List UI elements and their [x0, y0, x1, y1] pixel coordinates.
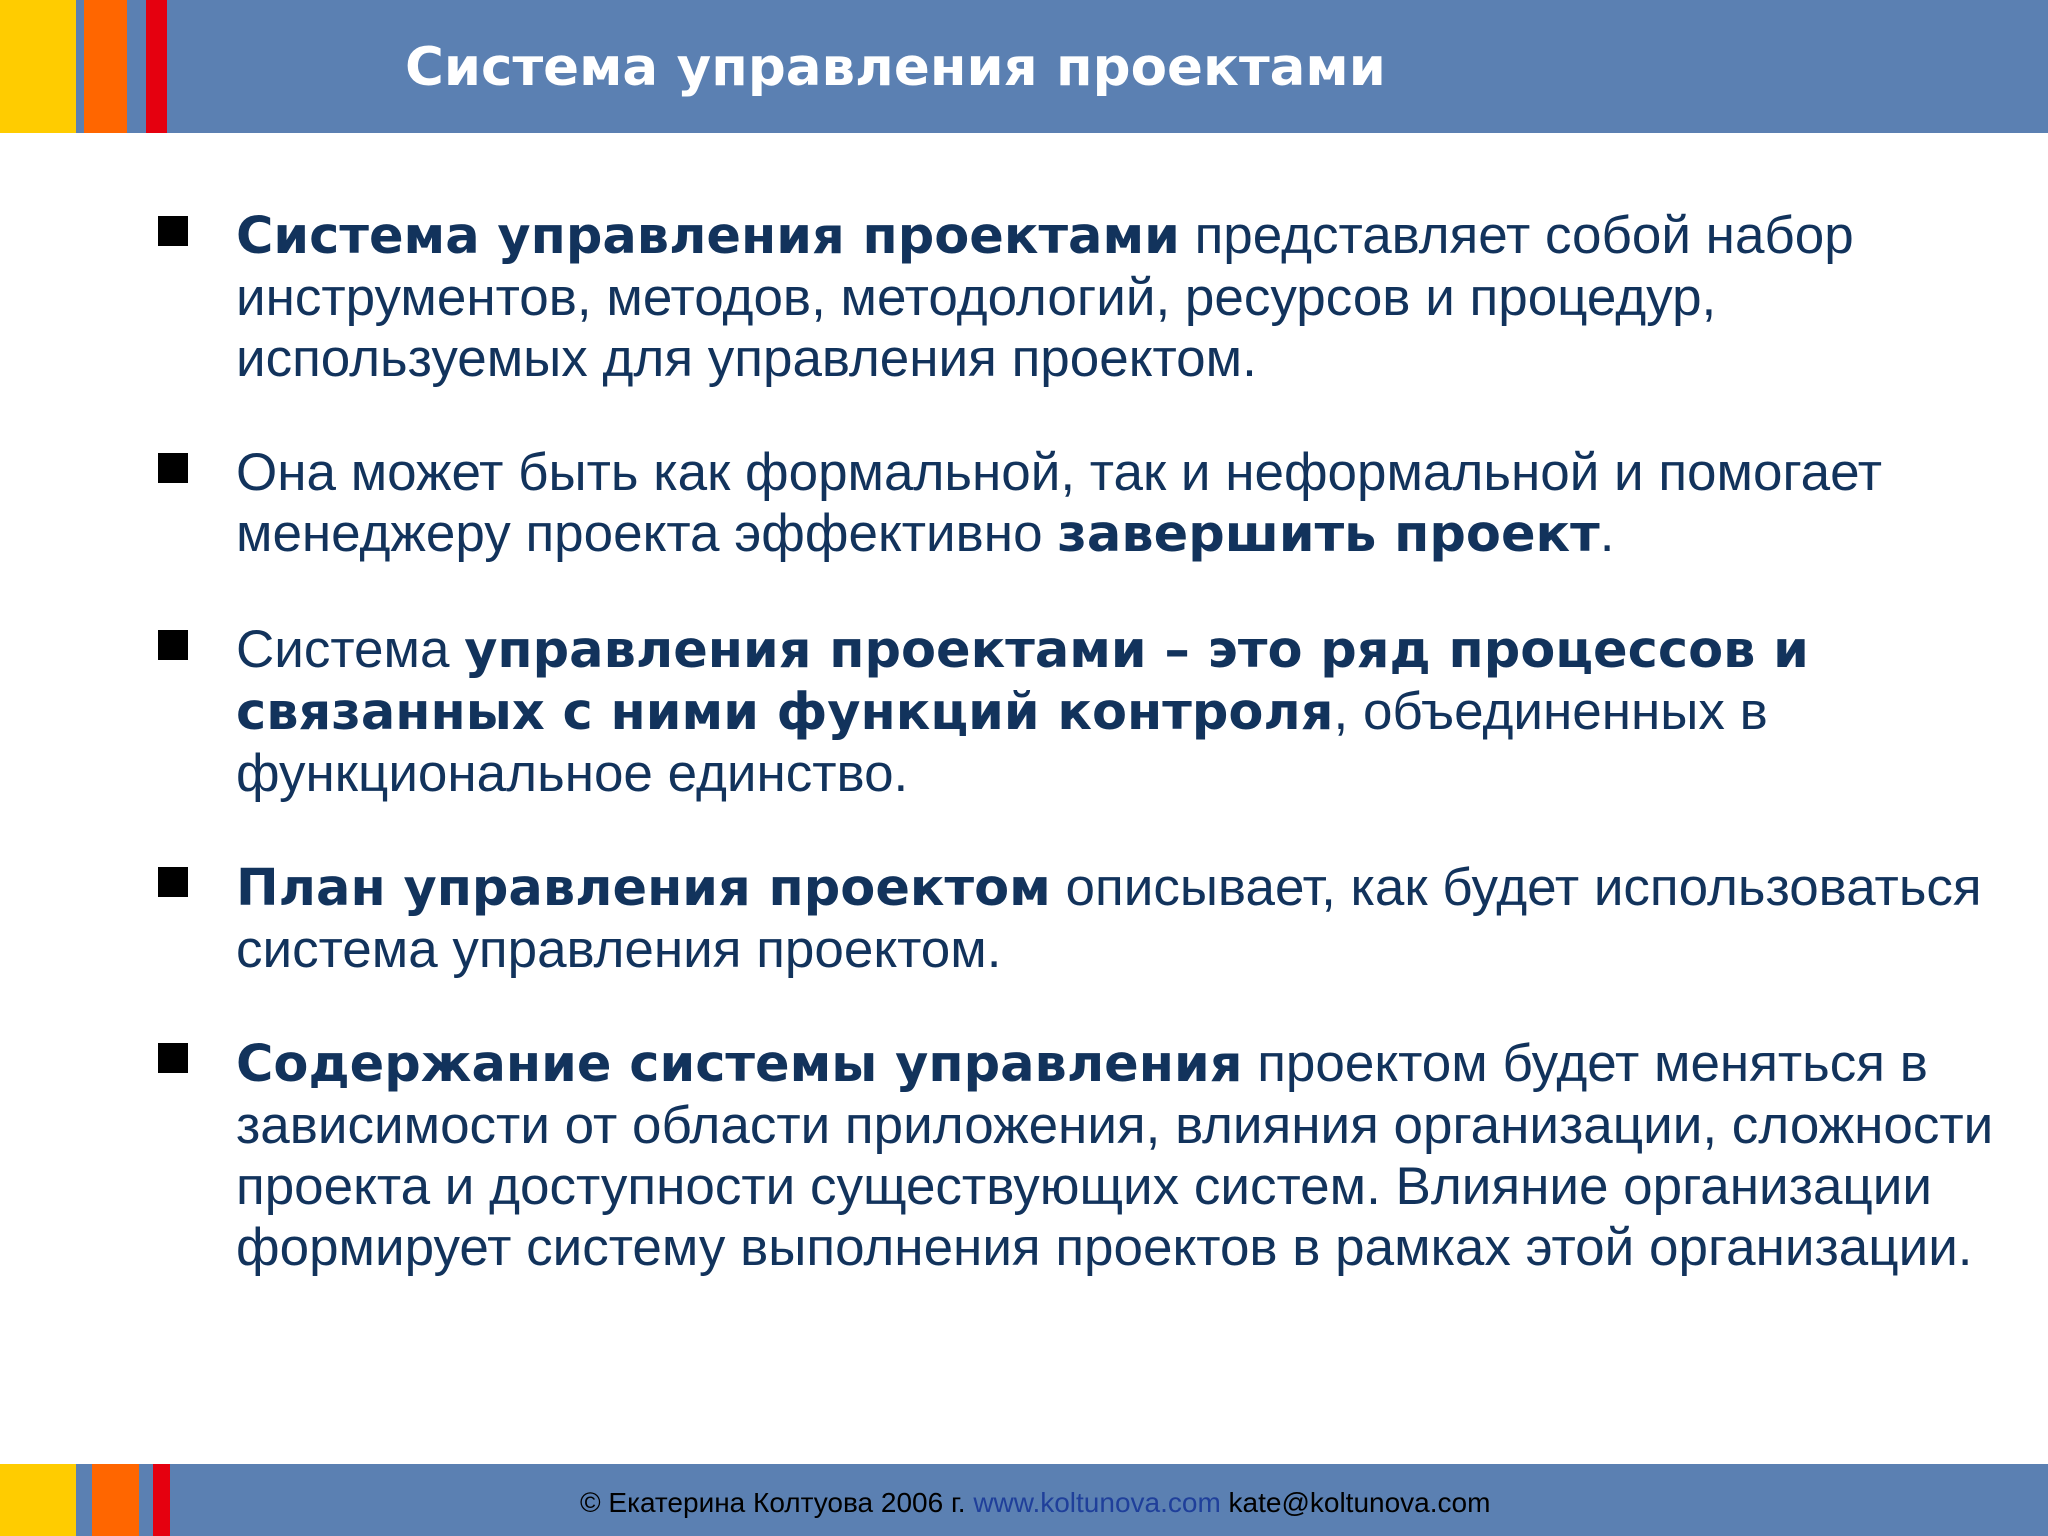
footer-website-link[interactable]: www.koltunova.com — [973, 1487, 1221, 1518]
bullet-bold-lead: Система управления проектами — [236, 207, 1180, 266]
bullet-marker — [158, 630, 188, 660]
bullet-text: проектом будет меняться в зависимости от области приложения, влияния организации, сложности проекта и доступности существующих систем. Влияние организации формирует систему выполнения проектов в рамках этой организации. — [236, 1034, 1994, 1277]
bullet-text: , объединенных в функциональное единство. — [236, 682, 1768, 803]
accent-stripe-orange — [84, 0, 127, 133]
footer-copyright: © Екатерина Колтуова 2006 г. — [580, 1487, 974, 1518]
list-item — [236, 205, 2016, 389]
list-item — [236, 857, 2016, 980]
bullet-bold-mid: управления проектами – это ряд процессов и связанных с ними функций контроля — [236, 621, 1809, 742]
bullet-text: Она может быть как формальной, так и неформальной и помогает менеджеру проекта эффективно — [236, 443, 1883, 563]
bullet-marker — [158, 216, 188, 246]
bullet-bold-lead: План управления проектом — [236, 859, 1051, 918]
bullet-marker — [158, 453, 188, 483]
bullet-bold-tail: завершить проект — [1057, 505, 1600, 564]
accent-stripe-yellow — [0, 1464, 76, 1536]
bullet-text: представляет собой набор инструментов, методов, методологий, ресурсов и процедур, используемых для управления проектом. — [236, 206, 1854, 388]
footer-credits — [580, 1486, 1490, 1520]
header-bar — [0, 0, 2048, 133]
bullet-end: . — [1599, 504, 1615, 563]
accent-stripe-red — [153, 1464, 170, 1536]
footer-email[interactable]: kate@koltunova.com — [1220, 1487, 1491, 1518]
bullet-marker — [158, 1043, 188, 1073]
accent-stripe-yellow — [0, 0, 76, 133]
bullet-bold-lead: Содержание системы управления — [236, 1035, 1243, 1094]
list-item — [236, 619, 2016, 804]
list-item — [236, 1033, 2016, 1278]
list-item — [236, 442, 2016, 565]
accent-stripe-red — [146, 0, 167, 133]
accent-stripe-orange — [92, 1464, 139, 1536]
bullet-lead: Система — [236, 620, 465, 679]
bullet-text: описывает, как будет использоваться система управления проектом. — [236, 858, 1982, 979]
page-title: Система управления проектами — [405, 37, 1386, 98]
bullet-marker — [158, 867, 188, 897]
